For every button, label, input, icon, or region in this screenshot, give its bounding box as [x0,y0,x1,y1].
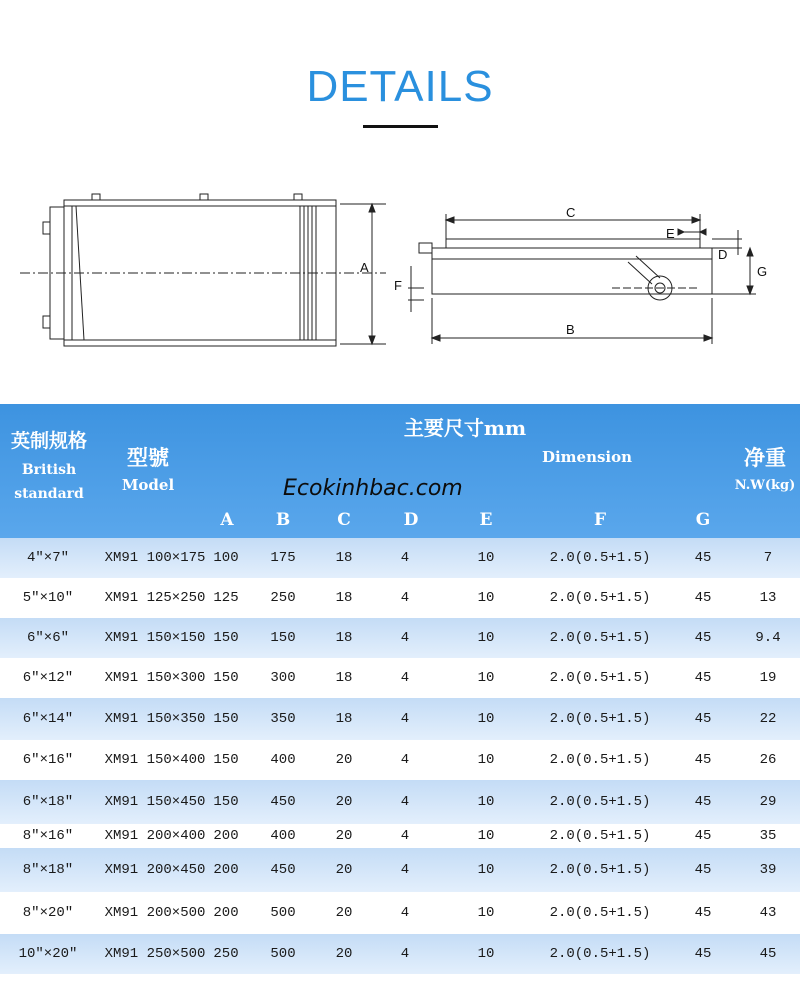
table-row [0,824,800,848]
page-title: DETAILS [306,62,494,111]
header-model-cn: 型號 [127,445,169,470]
cell-a: 150 [213,752,239,768]
table-row [0,848,800,892]
header-weight-cn: 净重 [744,445,786,470]
cell-model: XM91 150×150 [104,630,206,646]
cell-w: 22 [759,711,777,727]
cell-g: 45 [694,550,712,566]
cell-d: 4 [400,752,410,768]
cell-w: 7 [763,550,773,566]
header-dimension: Dimension [541,448,633,466]
cell-b: 450 [270,862,296,878]
cell-british: 8″×16″ [22,828,74,844]
cell-w: 43 [759,905,777,921]
header-col-f: F [593,510,607,530]
spec-table [0,404,800,982]
table-row [0,892,800,934]
cell-c: 18 [335,550,353,566]
header-col-e: E [479,510,493,530]
cell-a: 150 [213,711,239,727]
cell-british: 8″×20″ [22,905,74,921]
cell-model: XM91 200×450 [104,862,206,878]
cell-f: 2.0(0.5+1.5) [549,590,651,606]
cell-d: 4 [400,630,410,646]
cell-b: 175 [270,550,296,566]
dimension-label-g: G [757,264,768,279]
cell-d: 4 [400,794,410,810]
cell-a: 200 [213,862,239,878]
cell-a: 125 [213,590,239,606]
cell-e: 10 [477,550,495,566]
cell-model: XM91 100×175 [104,550,206,566]
cell-e: 10 [477,862,495,878]
cell-c: 20 [335,752,353,768]
cell-b: 450 [270,794,296,810]
top-view-drawing [20,194,386,346]
cell-w: 29 [759,794,777,810]
technical-drawing [0,180,800,365]
cell-model: XM91 150×450 [104,794,206,810]
dimension-label-f: F [394,278,402,293]
cell-w: 39 [759,862,777,878]
cell-f: 2.0(0.5+1.5) [549,550,651,566]
cell-g: 45 [694,590,712,606]
cell-f: 2.0(0.5+1.5) [549,905,651,921]
header-british-cn: 英制规格 [10,430,87,452]
cell-model: XM91 200×400 [104,828,206,844]
cell-d: 4 [400,670,410,686]
header-col-a: A [220,510,234,530]
cell-g: 45 [694,670,712,686]
cell-b: 150 [270,630,296,646]
cell-w: 45 [759,946,777,962]
cell-e: 10 [477,670,495,686]
table-row [0,578,800,618]
cell-f: 2.0(0.5+1.5) [549,828,651,844]
cell-g: 45 [694,862,712,878]
cell-b: 500 [270,946,296,962]
cell-g: 45 [694,752,712,768]
cell-model: XM91 150×350 [104,711,206,727]
cell-model: XM91 200×500 [104,905,206,921]
cell-d: 4 [400,550,410,566]
cell-c: 20 [335,905,353,921]
cell-g: 45 [694,946,712,962]
cell-model: XM91 125×250 [104,590,206,606]
cell-g: 45 [694,630,712,646]
table-row [0,698,800,740]
cell-c: 18 [335,590,353,606]
header-col-d: D [403,510,419,530]
side-view-drawing [408,214,756,344]
cell-e: 10 [477,905,495,921]
table-row [0,658,800,698]
table-row [0,740,800,780]
cell-british: 6″×12″ [22,670,74,686]
header-col-g: G [695,510,711,530]
cell-a: 200 [213,828,239,844]
cell-g: 45 [694,794,712,810]
header-main-dims: 主要尺寸mm [403,416,527,440]
cell-b: 250 [270,590,296,606]
cell-british: 5″×10″ [22,590,74,606]
cell-b: 400 [270,752,296,768]
header-col-c: C [337,510,351,530]
cell-british: 6″×14″ [22,711,74,727]
cell-british: 8″×18″ [22,862,74,878]
cell-c: 20 [335,828,353,844]
cell-b: 300 [270,670,296,686]
cell-british: 4″×7″ [26,550,69,566]
dimension-label-b: B [566,322,575,337]
cell-a: 250 [213,946,239,962]
dimension-label-d: D [718,247,728,262]
cell-e: 10 [477,752,495,768]
cell-f: 2.0(0.5+1.5) [549,711,651,727]
dimension-label-a: A [360,260,369,275]
cell-f: 2.0(0.5+1.5) [549,946,651,962]
table-row [0,618,800,658]
cell-f: 2.0(0.5+1.5) [549,630,651,646]
cell-d: 4 [400,590,410,606]
cell-e: 10 [477,828,495,844]
title-underline [363,125,438,128]
table-row [0,934,800,974]
cell-a: 150 [213,794,239,810]
cell-a: 150 [213,670,239,686]
cell-e: 10 [477,590,495,606]
header-weight-en: N.W(kg) [734,478,796,493]
cell-a: 150 [213,630,239,646]
cell-a: 200 [213,905,239,921]
cell-f: 2.0(0.5+1.5) [549,794,651,810]
cell-c: 20 [335,794,353,810]
cell-f: 2.0(0.5+1.5) [549,670,651,686]
dimension-label-c: C [566,205,576,220]
cell-model: XM91 150×300 [104,670,206,686]
cell-g: 45 [694,711,712,727]
header-col-b: B [275,510,291,530]
cell-d: 4 [400,862,410,878]
cell-w: 35 [759,828,777,844]
cell-e: 10 [477,711,495,727]
header-british-en-1: British [21,462,77,478]
cell-d: 4 [400,946,410,962]
cell-w: 13 [759,590,777,606]
cell-w: 19 [759,670,777,686]
cell-b: 400 [270,828,296,844]
cell-model: XM91 150×400 [104,752,206,768]
cell-a: 100 [213,550,239,566]
table-header [0,404,800,538]
cell-british: 10″×20″ [18,946,78,962]
cell-f: 2.0(0.5+1.5) [549,862,651,878]
cell-e: 10 [477,946,495,962]
table-row [0,538,800,578]
cell-british: 6″×18″ [22,794,74,810]
table-row [0,780,800,824]
cell-d: 4 [400,905,410,921]
cell-w: 9.4 [755,630,781,646]
cell-e: 10 [477,630,495,646]
dimension-label-e: E [666,226,675,241]
cell-w: 26 [759,752,777,768]
header-british-en-2: standard [14,486,84,502]
watermark-text: Ecokinhbac.com [283,476,463,501]
cell-b: 500 [270,905,296,921]
cell-b: 350 [270,711,296,727]
cell-c: 18 [335,711,353,727]
cell-g: 45 [694,828,712,844]
cell-british: 6″×16″ [22,752,74,768]
cell-d: 4 [400,828,410,844]
cell-c: 18 [335,670,353,686]
cell-british: 6″×6″ [26,630,69,646]
cell-e: 10 [477,794,495,810]
cell-d: 4 [400,711,410,727]
cell-model: XM91 250×500 [104,946,206,962]
header-model-en: Model [121,476,175,494]
cell-f: 2.0(0.5+1.5) [549,752,651,768]
cell-c: 20 [335,946,353,962]
cell-c: 18 [335,630,353,646]
cell-g: 45 [694,905,712,921]
cell-c: 20 [335,862,353,878]
